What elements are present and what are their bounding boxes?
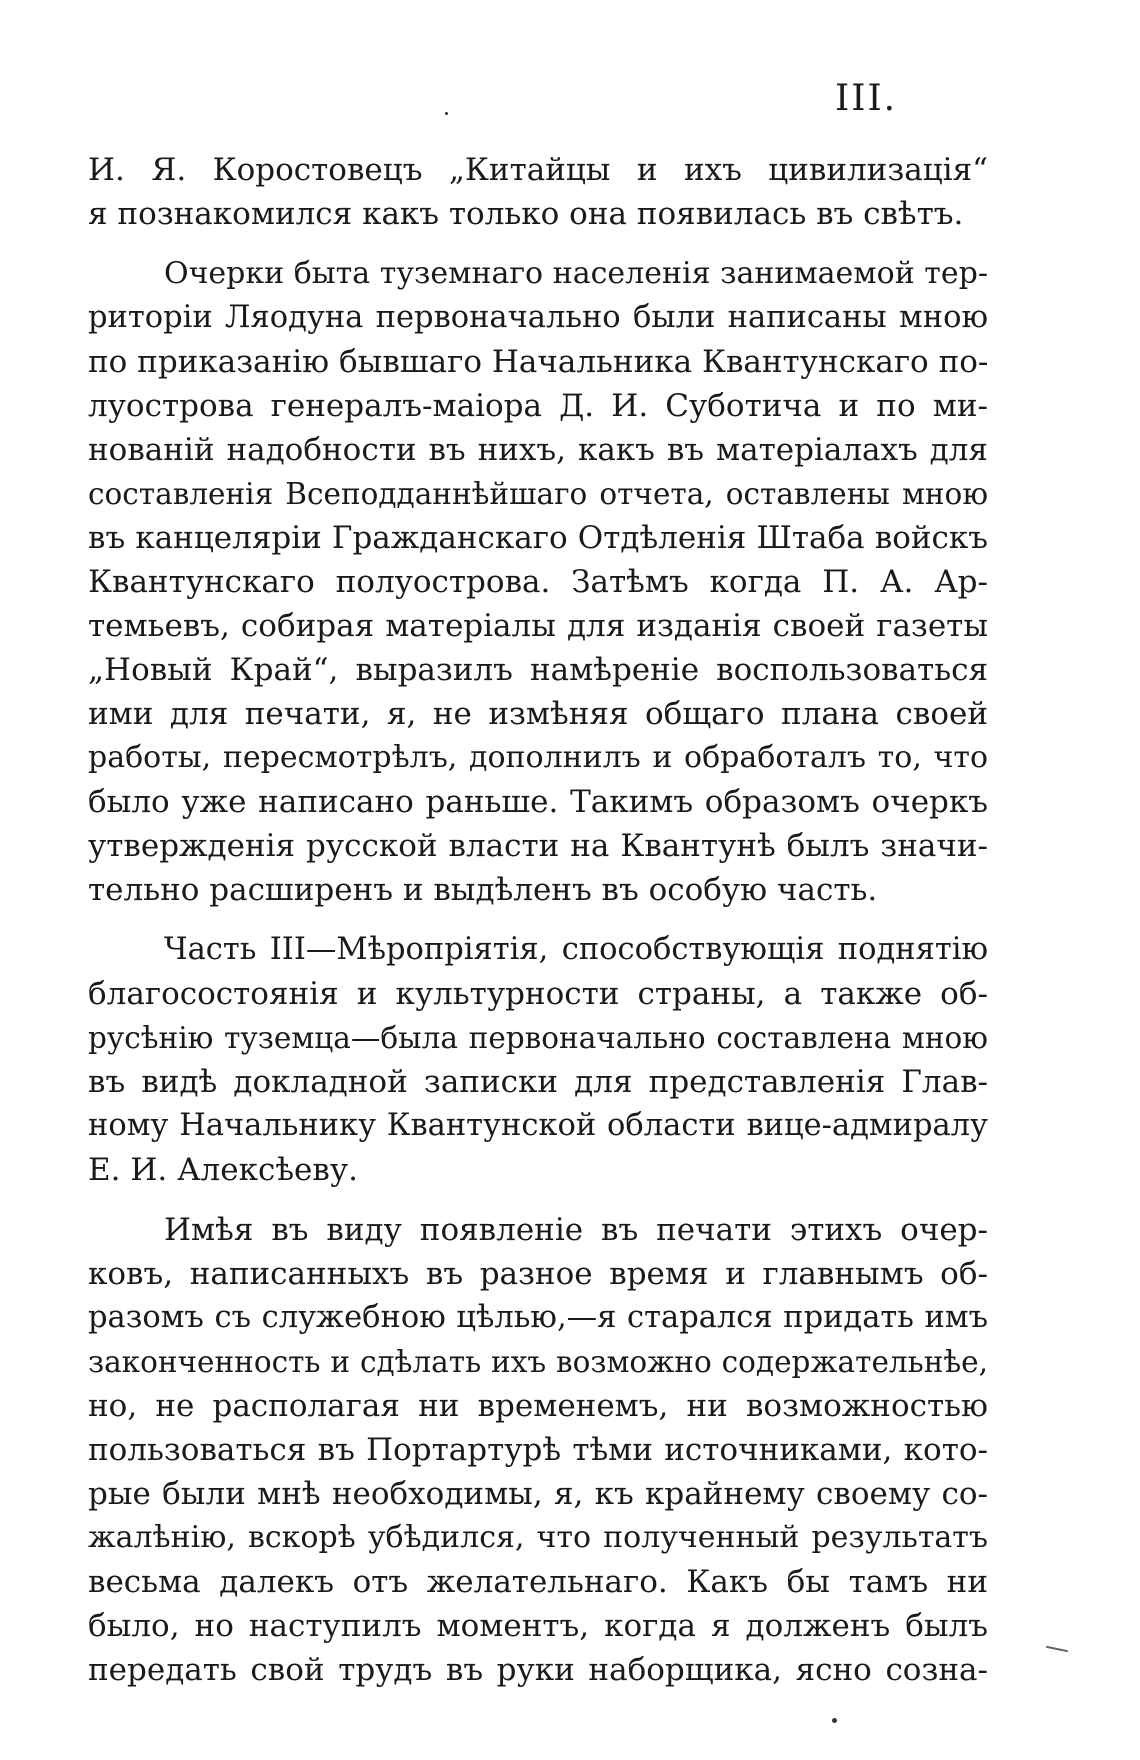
paragraph (88, 252, 988, 912)
text-line: работы, пересмотрѣлъ, дополнилъ и обработалъ то, что (88, 740, 988, 775)
text-line: рые были мнѣ необходимы, я, къ крайнему своему со- (88, 1476, 988, 1512)
text-line: „Новый Край“, выразилъ намѣреніе воспользоваться (88, 652, 988, 688)
text-line: благосостоянія и культурности страны, а также об- (88, 976, 988, 1012)
text-line: законченность и сдѣлать ихъ возможно содержательнѣе, (88, 1345, 988, 1379)
text-line: темьевъ, собирая матеріалы для изданія своей газеты (88, 608, 988, 644)
paragraph (88, 1208, 988, 1692)
text-line: Часть III—Мѣропріятія, способствующія поднятію (164, 932, 988, 967)
text-line: ковъ, написанныхъ въ разное время и главнымъ об- (88, 1256, 988, 1292)
text-line: Е. И. Алексѣеву. (88, 1152, 358, 1188)
text-line: передать свой трудъ въ руки наборщика, ясно созна- (88, 1652, 988, 1688)
text-line: по приказанію бывшаго Начальника Квантунскаго по- (88, 344, 989, 380)
text-line: русѣнію туземца—была первоначально составлена мною (88, 1021, 988, 1055)
text-line: луострова генералъ-маіора Д. И. Суботича и по ми- (88, 388, 988, 424)
text-line: Квантунскаго полуострова. Затѣмъ когда П. А. Ар- (88, 564, 988, 600)
scan-speck (445, 112, 448, 115)
text-line: Имѣя въ виду появленіе въ печати этихъ очер- (164, 1212, 988, 1248)
text-line: разомъ съ служебною цѣлью,—я старался придать имъ (88, 1300, 988, 1335)
text-line: утвержденія русской власти на Квантунѣ былъ значи- (88, 828, 988, 864)
text-line: ному Начальнику Квантунской области вице-адмиралу (88, 1108, 988, 1143)
text-line: было, но наступилъ моментъ, когда я долженъ былъ (88, 1608, 988, 1644)
scan-speck (832, 1718, 837, 1723)
text-line: пользоваться въ Портартурѣ тѣми источниками, кото- (88, 1432, 988, 1468)
paragraph (88, 928, 988, 1192)
scan-mark (1046, 1646, 1068, 1653)
text-line: составленія Всеподданнѣйшаго отчета, оставлены мною (88, 477, 988, 511)
paragraph (88, 148, 988, 236)
text-line: но, не располагая ни временемъ, ни возможностью (88, 1388, 988, 1424)
text-line: жалѣнію, вскорѣ убѣдился, что полученный результатъ (88, 1520, 988, 1555)
text-line: въ канцеляріи Гражданскаго Отдѣленія Штаба войскъ (88, 520, 988, 556)
text-line: И. Я. Коростовецъ „Китайцы и ихъ цивилизація“ (88, 152, 988, 188)
text-line: въ видѣ докладной записки для представленія Глав- (88, 1064, 988, 1100)
body-text (88, 148, 988, 1692)
text-line: нованій надобности въ нихъ, какъ въ матеріалахъ для (88, 432, 988, 468)
text-line: было уже написано раньше. Такимъ образомъ очеркъ (88, 784, 988, 820)
text-line: тельно расширенъ и выдѣленъ въ особую часть. (88, 872, 878, 908)
page-number: III. (835, 78, 898, 119)
text-line: риторіи Ляодуна первоначально были написаны мною (88, 300, 988, 335)
text-line: ими для печати, я, не измѣняя общаго плана своей (88, 696, 988, 732)
text-line: весьма далекъ отъ желательнаго. Какъ бы тамъ ни (88, 1564, 988, 1600)
text-line: Очерки быта туземнаго населенія занимаемой тер- (164, 256, 988, 291)
text-line: я познакомился какъ только она появилась въ свѣтъ. (88, 196, 964, 232)
